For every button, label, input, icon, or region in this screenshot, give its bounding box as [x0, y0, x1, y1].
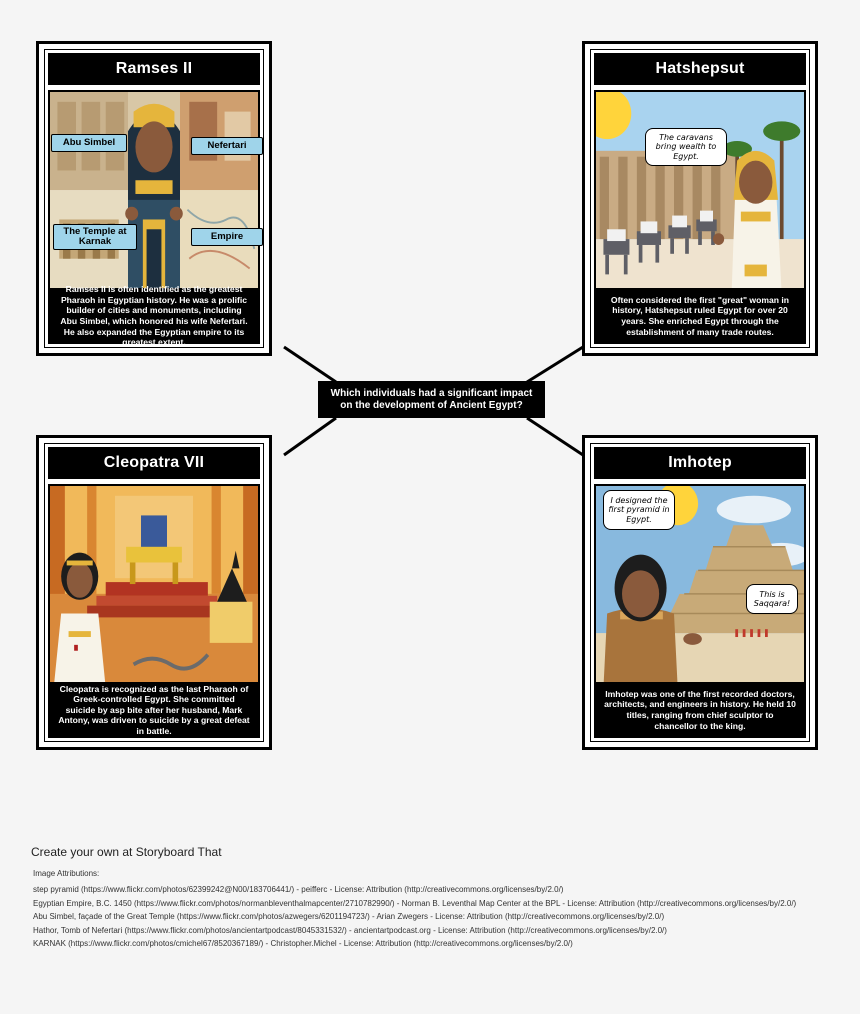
- attribution-item: step pyramid (https://www.flickr.com/photos/62399242@N00/183706441/) - peifferc - License: Attribution (http://creativecommons.org/licenses/by/2.0/): [33, 885, 564, 894]
- scene-cleopatra: [48, 484, 260, 690]
- card-cleopatra: [36, 435, 272, 750]
- label-abu-simbel: Abu Simbel: [51, 134, 127, 152]
- central-question: Which individuals had a significant impact on the development of Ancient Egypt?: [318, 381, 545, 418]
- create-your-own-link[interactable]: Create your own at Storyboard That: [31, 845, 222, 859]
- card-caption: Often considered the first "great" woman in history, Hatshepsut ruled Egypt for over 20 years. She enriched Egypt through the establishment of many trade routes.: [594, 288, 806, 344]
- card-caption: Ramses II is often identified as the greatest Pharaoh in Egyptian history. He was a prolific builder of cities and monuments, including Abu Simbel, which honored his wife Nefertari. He also expanded the Egyptian empire to its greatest extent.: [48, 288, 260, 344]
- label-karnak: The Temple at Karnak: [53, 224, 137, 250]
- scene-hatshepsut: [594, 90, 806, 296]
- speech-bubble: The caravans bring wealth to Egypt.: [645, 128, 727, 166]
- card-imhotep: [582, 435, 818, 750]
- card-title: Imhotep: [594, 447, 806, 479]
- attribution-item: Abu Simbel, façade of the Great Temple (https://www.flickr.com/photos/azwegers/6201194723/) - Arian Zwegers - License: Attribution (http://creativecommons.org/licenses/by/2.0/): [33, 912, 665, 921]
- card-ramses: [36, 41, 272, 356]
- card-title: Cleopatra VII: [48, 447, 260, 479]
- card-caption: Cleopatra is recognized as the last Pharaoh of Greek-controlled Egypt. She committed suicide by asp bite after her husband, Mark Antony, was driven to suicide by a great defeat in battle.: [48, 682, 260, 738]
- attributions-list: [33, 883, 796, 951]
- scene-ramses: [48, 90, 260, 296]
- attributions-heading: Image Attributions:: [33, 869, 100, 878]
- attribution-item: Egyptian Empire, B.C. 1450 (https://www.flickr.com/photos/normanbleventhalmapcenter/2710782990/) - Norman B. Leventhal Map Center at the BPL - License: Attribution (http://creativecommons.org/licenses/by/2.0/): [33, 898, 797, 908]
- card-caption: Imhotep was one of the first recorded doctors, architects, and engineers in history. He held 10 titles, ranging from chief sculptor to chancellor to the king.: [594, 682, 806, 738]
- card-title: Ramses II: [48, 53, 260, 85]
- speech-bubble-imhotep: I designed the first pyramid in Egypt.: [603, 490, 675, 530]
- speech-bubble-saqqara: This is Saqqara!: [746, 584, 798, 614]
- card-title: Hatshepsut: [594, 53, 806, 85]
- label-empire: Empire: [191, 228, 263, 246]
- label-nefertari: Nefertari: [191, 137, 263, 155]
- card-hatshepsut: [582, 41, 818, 356]
- attribution-item: KARNAK (https://www.flickr.com/photos/cmichel67/8520367189/) - Christopher.Michel - License: Attribution (http://creativecommons.org/licenses/by/2.0/): [33, 939, 573, 948]
- attribution-item: Hathor, Tomb of Nefertari (https://www.flickr.com/photos/ancientartpodcast/8045331532/) - ancientartpodcast.org - License: Attribution (http://creativecommons.org/licenses/by/2.0/): [33, 925, 667, 935]
